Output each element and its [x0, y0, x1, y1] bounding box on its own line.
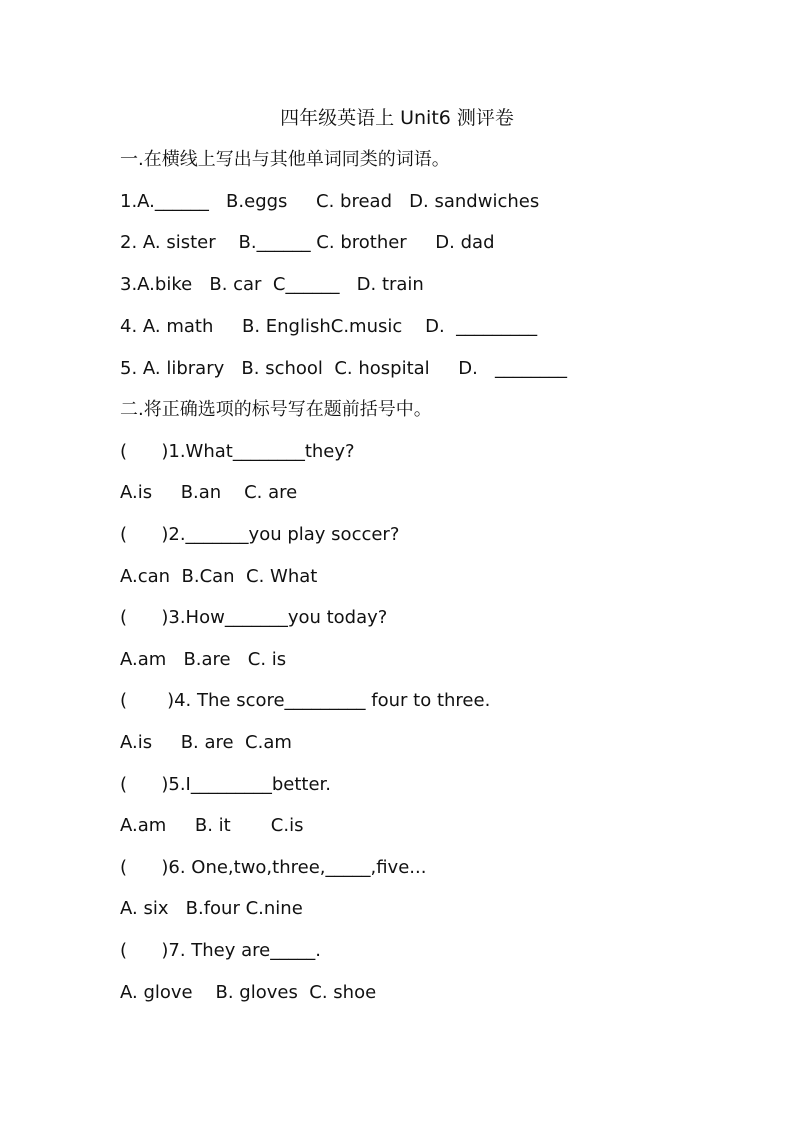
section2-options-2: A.can B.Can C. What	[120, 566, 318, 587]
section2-question-1: ( )1.What________they?	[120, 441, 355, 462]
section2-question-3: ( )3.How_______you today?	[120, 607, 388, 628]
section2-options-5: A.am B. it C.is	[120, 815, 304, 836]
section1-question-4: 4. A. math B. EnglishC.music D. _________	[120, 316, 538, 337]
section2-options-1: A.is B.an C. are	[120, 482, 298, 503]
section2-options-6: A. six B.four C.nine	[120, 898, 303, 919]
section1-question-3: 3.A.bike B. car C______ D. train	[120, 274, 424, 295]
section1-question-5: 5. A. library B. school C. hospital D. ________	[120, 358, 568, 379]
section2-question-7: ( )7. They are_____.	[120, 940, 321, 961]
section2-question-2: ( )2._______you play soccer?	[120, 524, 400, 545]
section2-options-3: A.am B.are C. is	[120, 649, 287, 670]
section2-heading: 二.将正确选项的标号写在题前括号中。	[120, 399, 432, 420]
section2-question-4: ( )4. The score_________ four to three.	[120, 690, 491, 711]
section2-options-4: A.is B. are C.am	[120, 732, 292, 753]
section1-question-2: 2. A. sister B.______ C. brother D. dad	[120, 232, 495, 253]
section1-question-1: 1.A.______ B.eggs C. bread D. sandwiches	[120, 191, 540, 212]
section2-question-5: ( )5.I_________better.	[120, 774, 332, 795]
section2-options-7: A. glove B. gloves C. shoe	[120, 982, 377, 1003]
section1-heading: 一.在横线上写出与其他单词同类的词语。	[120, 149, 450, 170]
page-title: 四年级英语上 Unit6 测评卷	[280, 107, 514, 129]
section2-question-6: ( )6. One,two,three,_____,five...	[120, 857, 427, 878]
